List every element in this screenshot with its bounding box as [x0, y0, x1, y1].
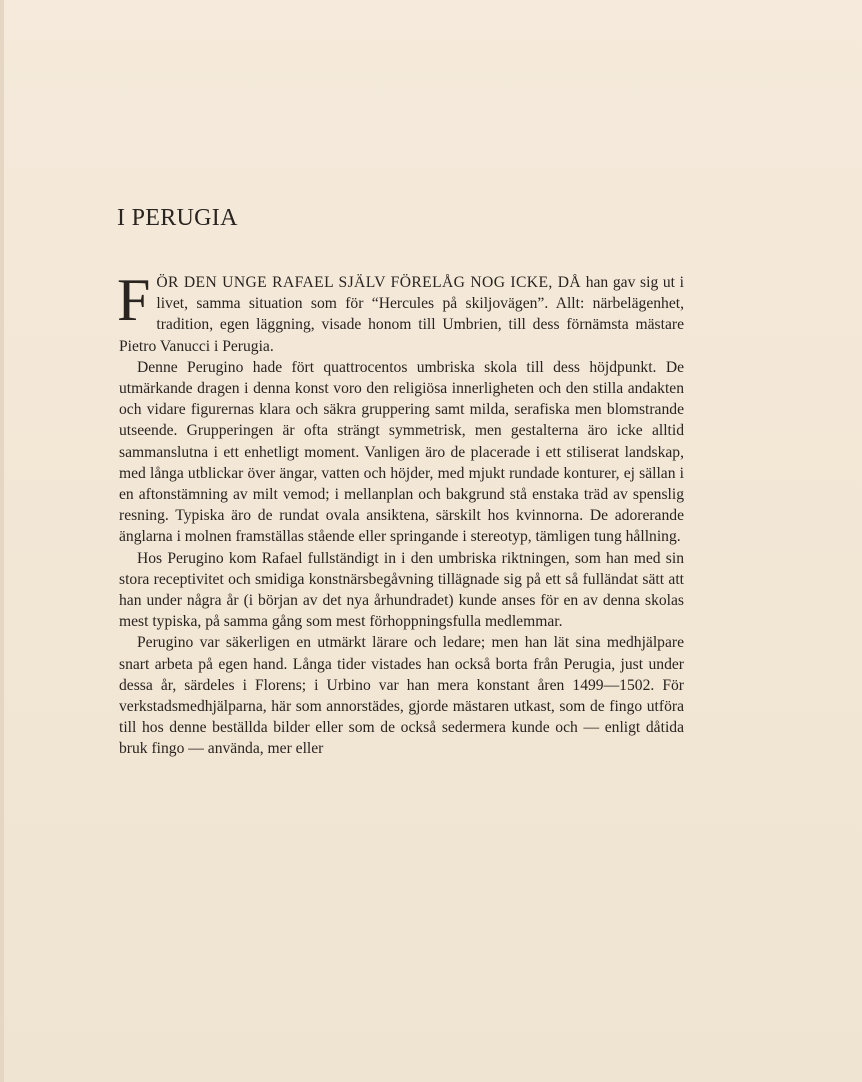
drop-cap: F — [117, 267, 151, 333]
body-text — [117, 267, 684, 760]
paragraph-3: Hos Perugino kom Rafael fullständigt in i den umbriska riktningen, som han med sin stora receptivitet och smidiga konstnärsbegåvning tillägnade sig på ett så fulländat sätt att han under några år (i början av det nya århundradet) kunde anses för en av denna skolas mest typiska, på samma gång som mest förhoppningsfulla medlemmar. — [119, 549, 684, 631]
chapter-heading: I PERUGIA — [117, 205, 238, 231]
paragraph-4: Perugino var säkerligen en utmärkt lärare och ledare; men han lät sina medhjälpare snart arbeta på egen hand. Långa tider vistades han också borta från Perugia, just under dessa år, särdeles i Florens; i Urbino var han mera konstant åren 1499—1502. För verkstadsmedhjälparna, här som annorstädes, gjorde mästaren utkast, som de fingo utföra till hos denne beställda bilder eller som de också sedermera kunde och — enligt dåtida bruk fingo — använda, mer eller — [119, 634, 684, 758]
paragraph-2: Denne Perugino hade fört quattrocentos umbriska skola till dess höjdpunkt. De utmärkande dragen i denna konst voro den religiösa innerligheten och den stilla andakten och vidare figurernas klara och säkra gruppering samt milda, serafiska men blomstrande utseende. Grupperingen är ofta strängt symmetrisk, men gestalterna äro icke alltid sammanslutna i ett enhetligt moment. Vanligen äro de placerade i ett stiliserat landskap, med långa utblickar över ängar, vatten och höjder, med mjukt rundade konturer, ej sällan i en aftonstämning av milt vemod; i mellanplan och bakgrund stå enstaka träd av spenslig resning. Typiska äro de rundat ovala ansiktena, särskilt hos kvinnorna. De adorerande änglarna i molnen framställas stående eller springande i stereotyp, tämligen tung hållning. — [119, 358, 684, 546]
page-edge — [0, 0, 4, 1082]
lead-in-caps: ÖR DEN UNGE RAFAEL SJÄLV FÖRELÅG NOG ICKE, DÅ — [156, 274, 582, 291]
paragraph-1-text: han gav sig ut i livet, samma situation som för “Hercules på skiljovägen”. Allt: närbelägenhet, tradition, egen läggning, visade honom till Umbrien, till dess förnämsta mästare Pietro Vanucci i Perugia. — [119, 274, 684, 355]
paragraph-1 — [117, 267, 684, 357]
